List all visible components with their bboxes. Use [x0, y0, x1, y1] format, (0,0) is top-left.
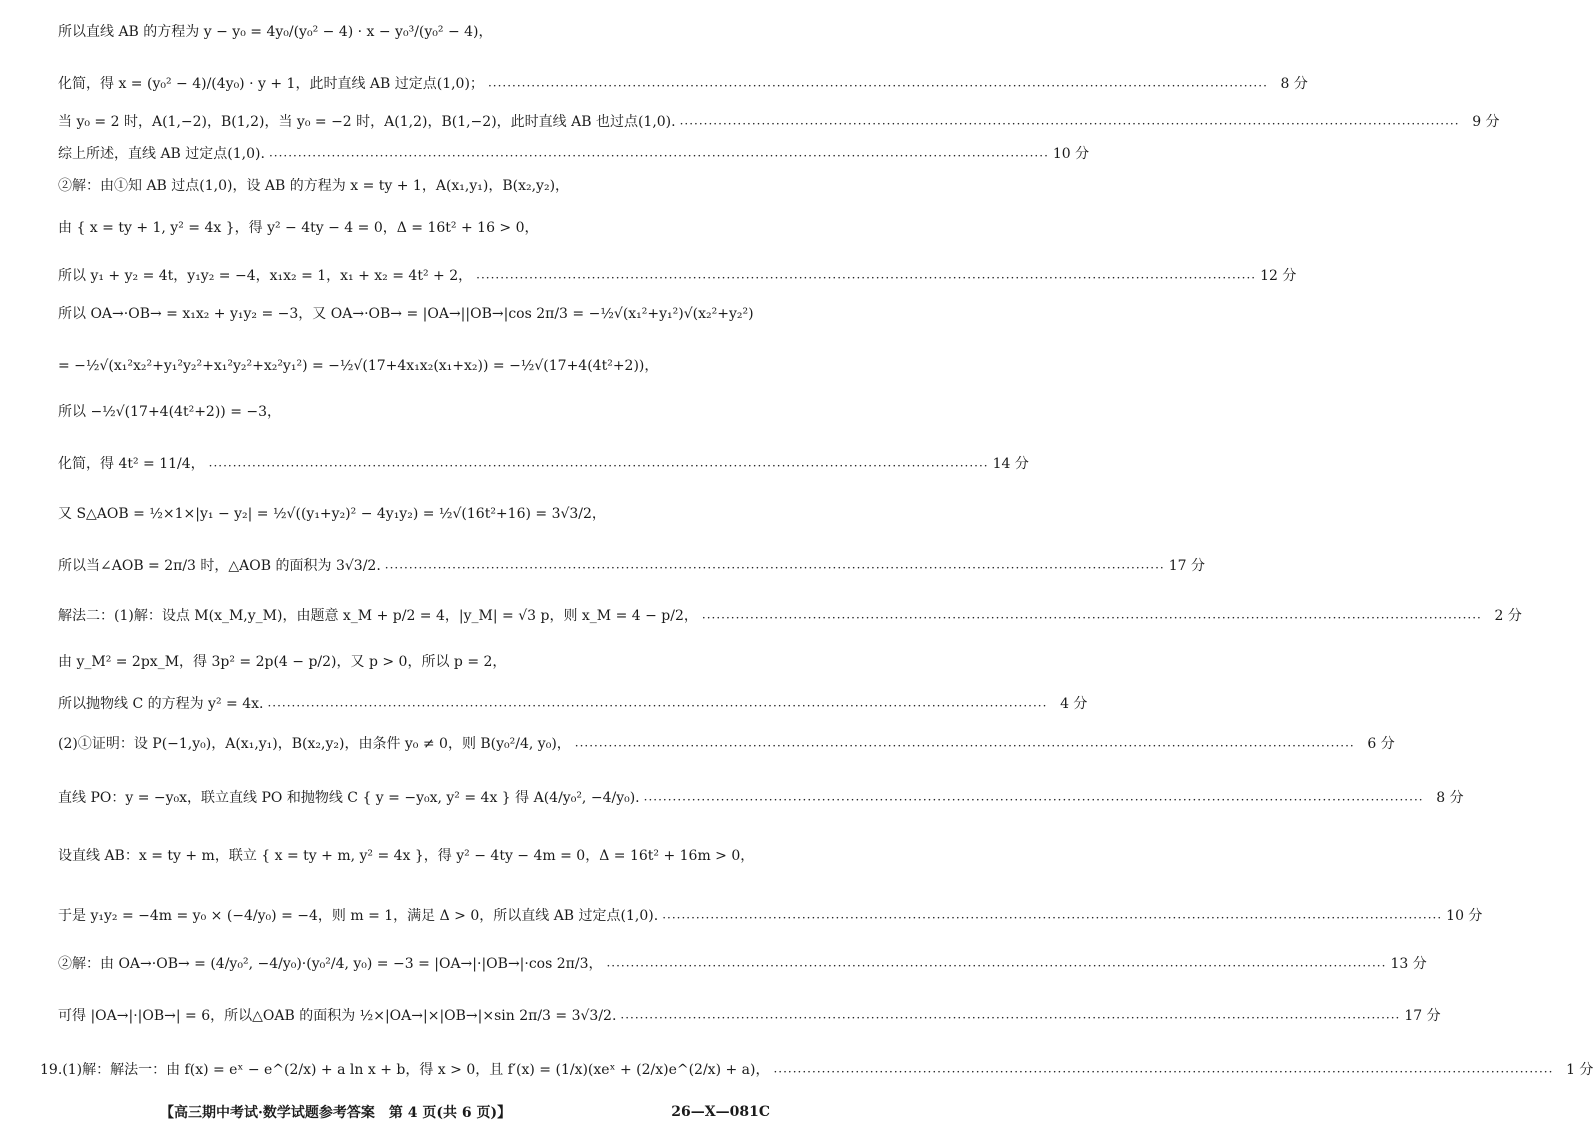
- score-mark: 8 分: [1436, 790, 1464, 806]
- score-mark: 10 分: [1446, 908, 1483, 924]
- answer-line-text: 所以 OA→·OB→ = x₁x₂ + y₁y₂ = −3，又 OA→·OB→ = |OA→||OB→|cos 2π/3 = −½√(x₁²+y₁²)√(x₂²+y₂²): [58, 306, 754, 322]
- leader-dots: [620, 1009, 1400, 1023]
- answer-line: [58, 552, 1205, 580]
- answer-line: [58, 108, 1500, 136]
- answer-line-text: 所以当∠AOB = 2π/3 时，△AOB 的面积为 3√3/2.: [58, 558, 381, 574]
- score-mark: 12 分: [1260, 268, 1297, 284]
- answer-line: [58, 950, 1427, 978]
- leader-dots: [680, 115, 1460, 129]
- answer-line: [58, 784, 1464, 812]
- answer-line-text: 当 y₀ = 2 时，A(1,−2)，B(1,2)，当 y₀ = −2 时，A(1,2)，B(1,−2)，此时直线 AB 也过点(1,0).: [58, 114, 676, 130]
- footer-code: 26—X—081C: [671, 1104, 770, 1120]
- score-mark: 2 分: [1494, 608, 1522, 624]
- answer-line: [58, 500, 770, 528]
- answer-line-text: 综上所述，直线 AB 过定点(1,0).: [58, 146, 265, 162]
- answer-line: [58, 214, 770, 242]
- answer-line-text: 由 { x = ty + 1, y² = 4x }，得 y² − 4ty − 4 = 0，Δ = 16t² + 16 > 0，: [58, 220, 539, 236]
- answer-line-text: 设直线 AB：x = ty + m，联立 { x = ty + m, y² = 4x }，得 y² − 4ty − 4m = 0，Δ = 16t² + 16m > 0，: [58, 848, 755, 864]
- score-mark: 8 分: [1280, 76, 1308, 92]
- page-footer: [160, 1100, 770, 1124]
- leader-dots: [476, 269, 1256, 283]
- answer-line-text: 于是 y₁y₂ = −4m = y₀ × (−4/y₀) = −4，则 m = 1，满足 Δ > 0，所以直线 AB 过定点(1,0).: [58, 908, 659, 924]
- answer-line-text: 所以 −½√(17+4(4t²+2)) = −3，: [58, 404, 282, 420]
- answer-line: [58, 602, 1522, 630]
- leader-dots: [575, 737, 1355, 751]
- score-mark: 6 分: [1367, 736, 1395, 752]
- answer-line-text: ②解：由①知 AB 过点(1,0)，设 AB 的方程为 x = ty + 1，A(x₁,y₁)，B(x₂,y₂)，: [58, 178, 570, 194]
- leader-dots: [209, 457, 989, 471]
- answer-line: [58, 398, 770, 426]
- answer-line: [58, 18, 770, 46]
- answer-line-text: 化简，得 4t² = 11/4，: [58, 456, 205, 472]
- answer-line-text: 又 S△AOB = ½×1×|y₁ − y₂| = ½√((y₁+y₂)² − 4y₁y₂) = ½√(16t²+16) = 3√3/2，: [58, 506, 606, 522]
- answer-line: [58, 172, 770, 200]
- answer-line: [58, 690, 1088, 718]
- answer-line: [58, 730, 1395, 758]
- answer-line-text: (2)①证明：设 P(−1,y₀)，A(x₁,y₁)，B(x₂,y₂)，由条件 y₀ ≠ 0，则 B(y₀²/4, y₀)，: [58, 736, 571, 752]
- answer-line-text: ②解：由 OA→·OB→ = (4/y₀², −4/y₀)·(y₀²/4, y₀) = −3 = |OA→|·|OB→|·cos 2π/3，: [58, 956, 603, 972]
- answer-line-text: 由 y_M² = 2px_M，得 3p² = 2p(4 − p/2)，又 p > 0，所以 p = 2，: [58, 654, 507, 670]
- leader-dots: [606, 957, 1386, 971]
- score-mark: 1 分: [1566, 1062, 1593, 1078]
- leader-dots: [662, 909, 1442, 923]
- leader-dots: [267, 697, 1047, 711]
- answer-line-text: 化简，得 x = (y₀² − 4)/(4y₀) · y + 1，此时直线 AB 过定点(1,0)；: [58, 76, 484, 92]
- score-mark: 9 分: [1472, 114, 1500, 130]
- answer-line-text: 所以直线 AB 的方程为 y − y₀ = 4y₀/(y₀² − 4) · x − y₀³/(y₀² − 4)，: [58, 24, 493, 40]
- answer-line-text: 所以 y₁ + y₂ = 4t，y₁y₂ = −4，x₁x₂ = 1，x₁ + x₂ = 4t² + 2，: [58, 268, 473, 284]
- answer-line: [58, 352, 770, 380]
- answer-line-text: 可得 |OA→|·|OB→| = 6，所以△OAB 的面积为 ½×|OA→|×|OB→|×sin 2π/3 = 3√3/2.: [58, 1008, 617, 1024]
- answer-line-text: = −½√(x₁²x₂²+y₁²y₂²+x₁²y₂²+x₂²y₁²) = −½√(17+4x₁x₂(x₁+x₂)) = −½√(17+4(4t²+2))，: [58, 358, 659, 374]
- leader-dots: [702, 609, 1482, 623]
- score-mark: 13 分: [1390, 956, 1427, 972]
- answer-line: [58, 648, 770, 676]
- answer-line-text: 直线 PO：y = −y₀x，联立直线 PO 和抛物线 C { y = −y₀x, y² = 4x } 得 A(4/y₀², −4/y₀).: [58, 790, 640, 806]
- footer-title: 【高三期中考试·数学试题参考答案 第 4 页(共 6 页)】: [160, 1105, 512, 1121]
- leader-dots: [385, 559, 1165, 573]
- answer-line: [58, 902, 1483, 930]
- answer-line: [58, 450, 1029, 478]
- answer-line: [58, 300, 770, 328]
- leader-dots: [644, 791, 1424, 805]
- score-mark: 4 分: [1060, 696, 1088, 712]
- score-mark: 17 分: [1404, 1008, 1441, 1024]
- answer-line: [58, 842, 770, 870]
- answer-line: [58, 262, 1297, 290]
- answer-line: [58, 1002, 1441, 1030]
- answer-line: [58, 140, 1090, 168]
- answer-line-text: 所以抛物线 C 的方程为 y² = 4x.: [58, 696, 264, 712]
- score-mark: 14 分: [992, 456, 1029, 472]
- score-mark: 10 分: [1052, 146, 1090, 162]
- answer-line: [40, 1056, 1593, 1084]
- answer-line: [58, 70, 1308, 98]
- leader-dots: [773, 1063, 1553, 1077]
- answer-line-text: 19.(1)解：解法一：由 f(x) = eˣ − e^(2/x) + a ln x + b，得 x > 0，且 f′(x) = (1/x)(xeˣ + (2/x)e^(2/x) + a)，: [40, 1062, 770, 1078]
- answer-line-text: 解法二：(1)解：设点 M(x_M,y_M)，由题意 x_M + p/2 = 4，|y_M| = √3 p，则 x_M = 4 − p/2，: [58, 608, 698, 624]
- leader-dots: [488, 77, 1268, 91]
- score-mark: 17 分: [1168, 558, 1205, 574]
- leader-dots: [269, 147, 1049, 161]
